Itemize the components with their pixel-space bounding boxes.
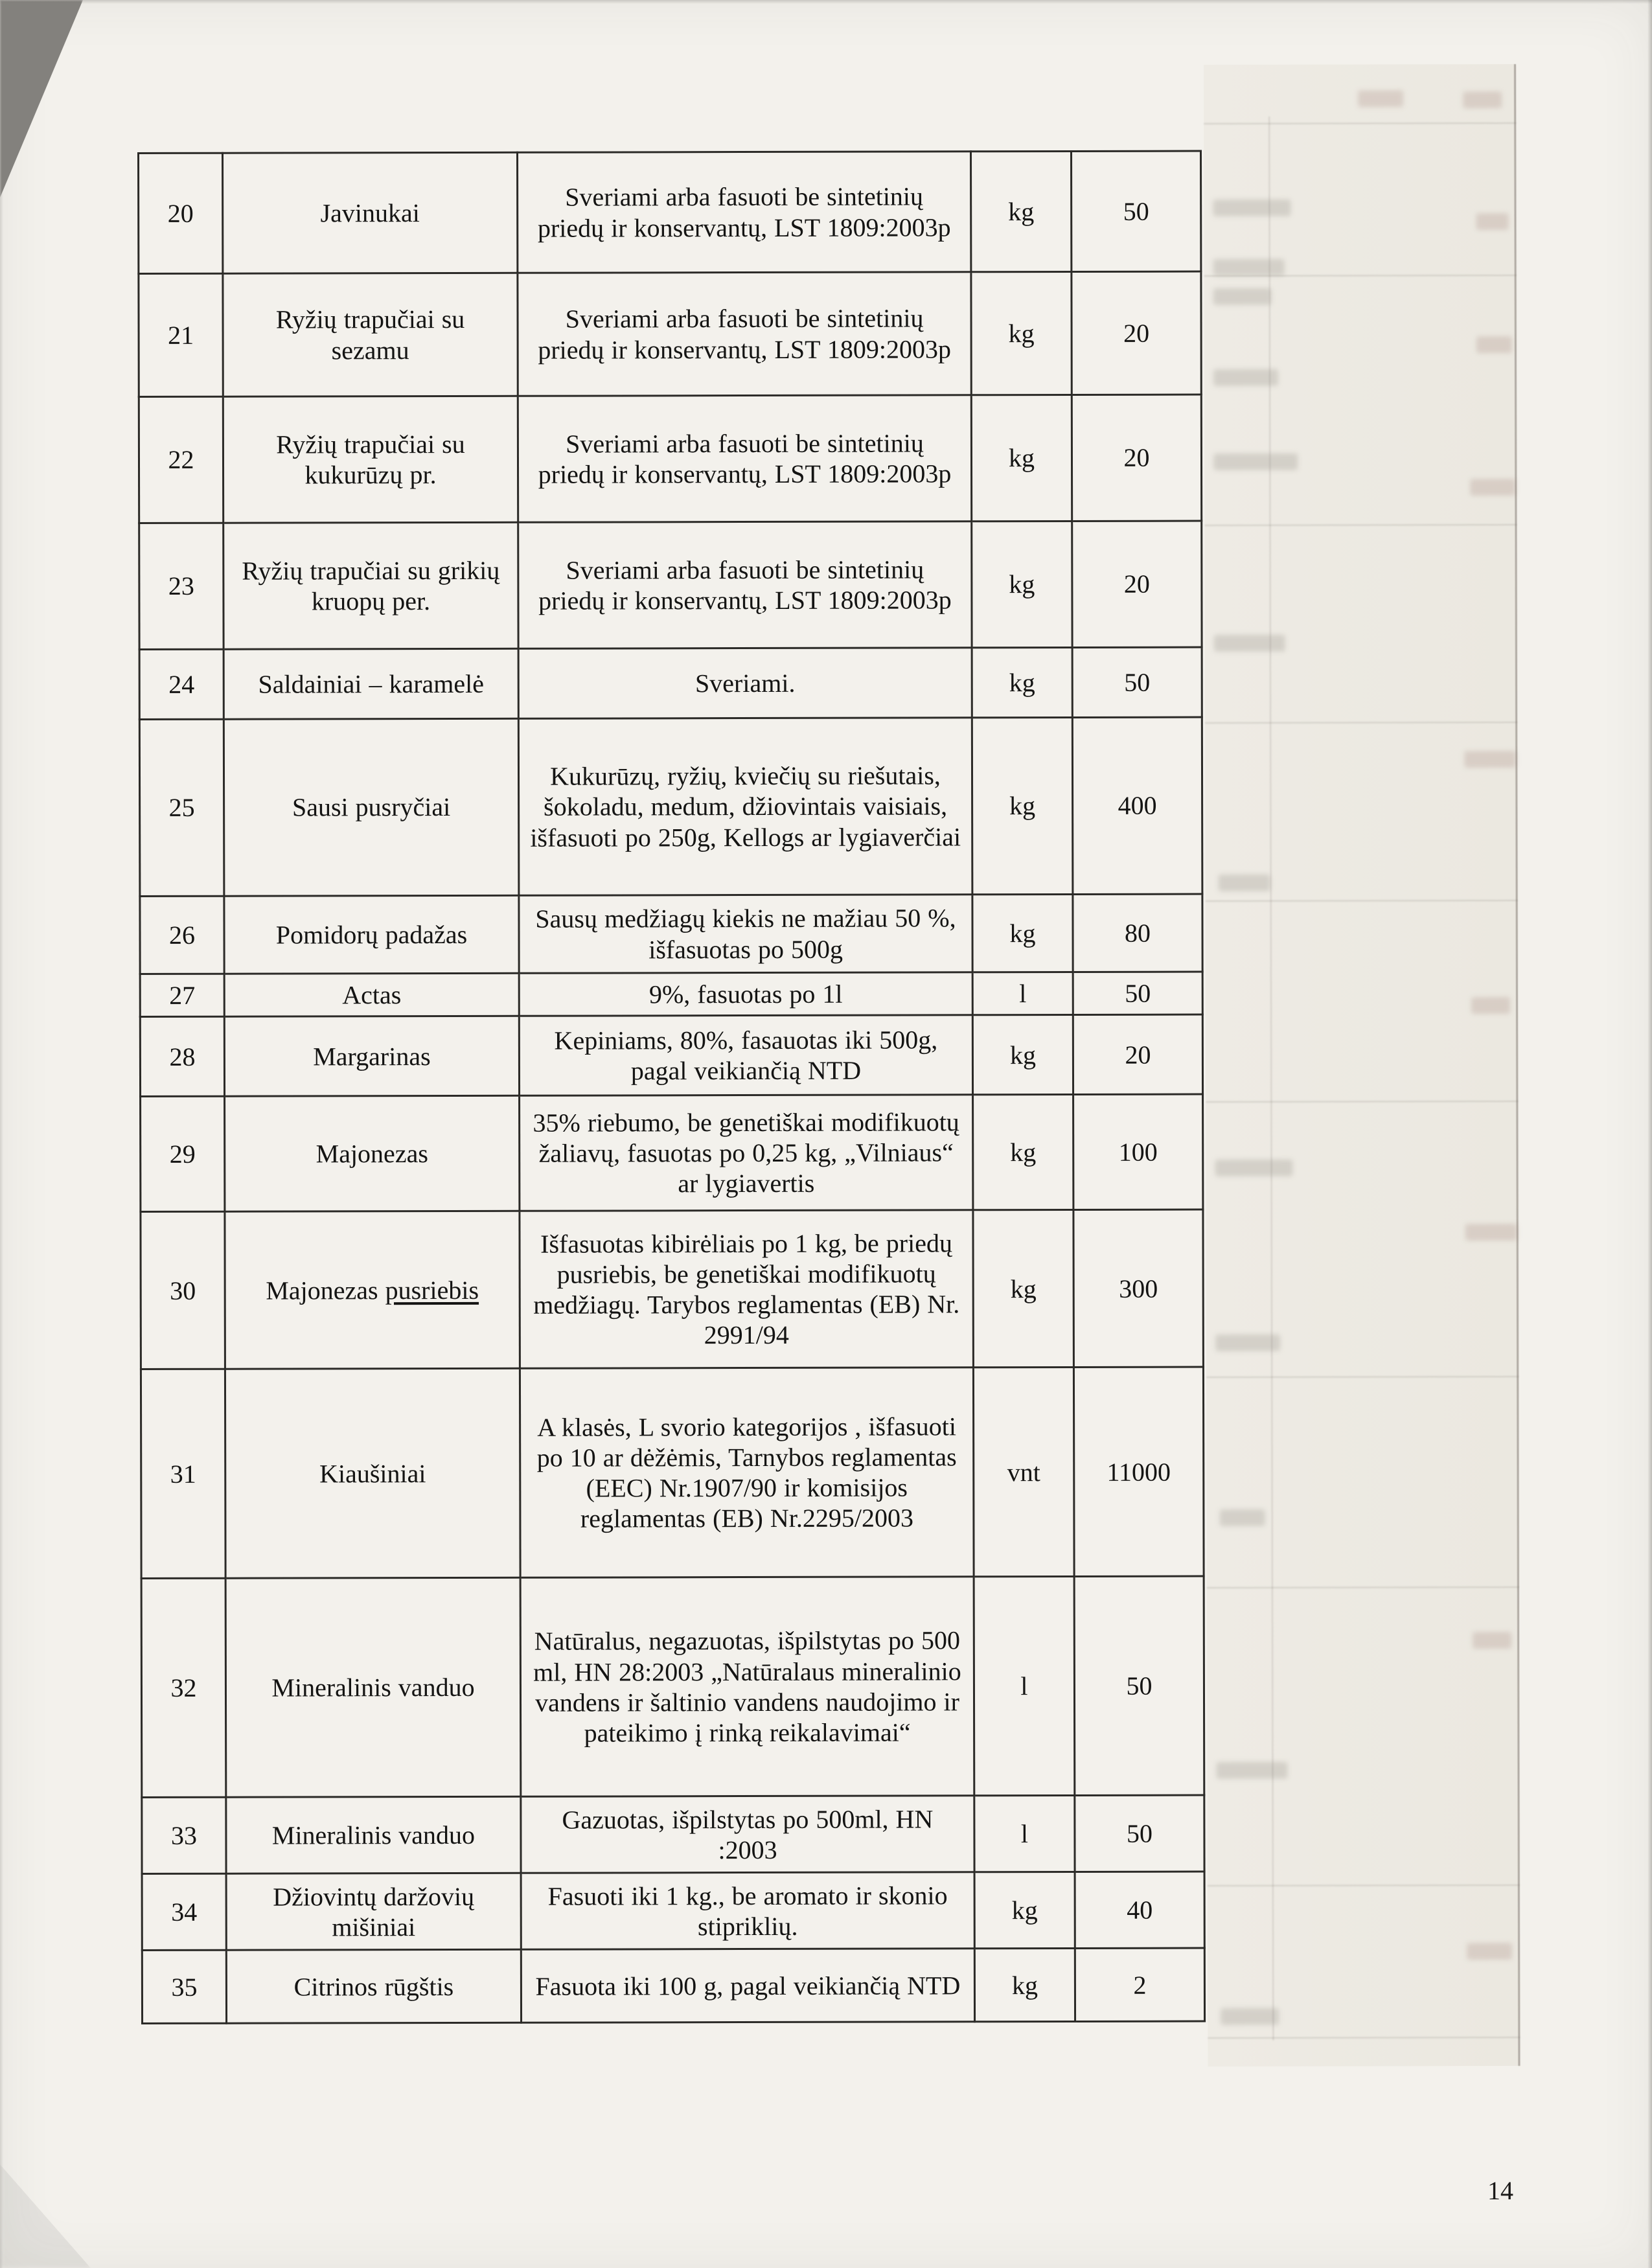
bleedthrough-row-line xyxy=(1206,900,1518,902)
unit: vnt xyxy=(973,1368,1074,1577)
table-row xyxy=(142,1795,1204,1873)
quantity: 80 xyxy=(1073,894,1202,972)
bleedthrough-smudge xyxy=(1214,635,1285,652)
table-row xyxy=(139,647,1202,719)
product-name: Ryžių trapučiai su sezamu xyxy=(223,273,518,396)
bleedthrough-smudge xyxy=(1216,1762,1287,1779)
product-name: Ryžių trapučiai su grikių kruopų per. xyxy=(224,522,518,649)
bleedthrough-smudge xyxy=(1215,1334,1280,1351)
product-description: Kepiniams, 80%, fasauotas iki 500g, pagal veikiančią NTD xyxy=(519,1015,972,1095)
row-number: 31 xyxy=(141,1369,225,1578)
bleedthrough-smudge xyxy=(1213,453,1298,470)
bleedthrough-smudge xyxy=(1213,369,1278,386)
row-number: 23 xyxy=(139,523,224,649)
bleedthrough-smudge xyxy=(1213,259,1285,276)
table-row xyxy=(139,717,1202,896)
product-name: Mineralinis vanduo xyxy=(226,1796,521,1873)
unit: kg xyxy=(974,1872,1075,1949)
quantity: 50 xyxy=(1074,1576,1204,1795)
product-description: Sveriami arba fasuoti be sintetinių priedų ir konservantų, LST 1809:2003p xyxy=(518,272,971,396)
bleedthrough-smudge xyxy=(1213,200,1291,216)
bleedthrough-smudge xyxy=(1465,1224,1517,1241)
bleedthrough-right-line xyxy=(1514,64,1520,2066)
row-number: 25 xyxy=(139,719,224,896)
bleedthrough-smudge xyxy=(1464,751,1516,768)
product-name: Majonezas pusriebis xyxy=(225,1211,520,1369)
bleedthrough-smudge xyxy=(1220,1509,1265,1526)
product-name: Ryžių trapučiai su kukurūzų pr. xyxy=(223,396,518,523)
table-row xyxy=(140,894,1202,974)
bleedthrough-smudge xyxy=(1213,288,1272,305)
bleedthrough-smudge xyxy=(1470,479,1515,496)
quantity: 20 xyxy=(1072,271,1201,395)
unit: kg xyxy=(972,1015,1073,1095)
bleedthrough-smudge xyxy=(1476,213,1508,230)
product-description: Sausų medžiagų kiekis ne mažiau 50 %, išfasuotas po 500g xyxy=(519,895,972,973)
row-number: 34 xyxy=(142,1873,226,1950)
product-description: Gazuotas, išpilstytas po 500ml, HN :2003 xyxy=(521,1796,974,1873)
product-description: Sveriami. xyxy=(518,648,972,718)
table-row xyxy=(139,151,1201,273)
row-number: 35 xyxy=(142,1950,226,2023)
product-description: Sveriami arba fasuoti be sintetinių priedų ir konservantų, LST 1809:2003p xyxy=(518,521,972,648)
product-description: A klasės, L svorio kategorijos , išfasuoti po 10 ar dėžėmis, Tarnybos reglamentas (EEC) Nr.1907/90 ir komisijos reglamentas (EB) Nr.2295/2003 xyxy=(520,1368,974,1577)
bleedthrough-smudge xyxy=(1215,1160,1293,1176)
row-number: 33 xyxy=(142,1797,226,1873)
unit: kg xyxy=(972,647,1072,717)
quantity: 2 xyxy=(1075,1948,1204,2021)
bleedthrough-smudge xyxy=(1219,875,1270,891)
product-name: Majonezas xyxy=(225,1095,520,1211)
product-name: Kiaušiniai xyxy=(225,1368,520,1578)
bleedthrough-inner-line xyxy=(1268,117,1274,2041)
product-table xyxy=(137,150,1206,2025)
bleedthrough-smudge xyxy=(1463,91,1502,108)
scan-corner-shadow xyxy=(0,0,83,198)
scan-edge-top xyxy=(0,0,1652,4)
table-row xyxy=(140,972,1202,1017)
quantity: 300 xyxy=(1073,1209,1204,1367)
table-row xyxy=(140,1014,1202,1096)
product-name: Sausi pusryčiai xyxy=(224,718,519,896)
product-name: Džiovintų daržovių mišiniai xyxy=(226,1873,521,1950)
unit: kg xyxy=(973,1095,1073,1210)
table-row xyxy=(141,1094,1203,1211)
product-name: Saldainiai – karamelė xyxy=(224,648,518,719)
table-row xyxy=(141,1367,1204,1578)
quantity: 11000 xyxy=(1073,1367,1204,1576)
adjacent-page-bleedthrough xyxy=(1204,64,1520,2067)
quantity: 50 xyxy=(1073,972,1202,1015)
unit: l xyxy=(972,972,1073,1015)
unit: kg xyxy=(972,894,1073,972)
table-row xyxy=(141,1209,1204,1369)
quantity: 20 xyxy=(1073,1014,1202,1094)
bleedthrough-row-line xyxy=(1204,122,1516,124)
unit: kg xyxy=(973,1210,1074,1368)
row-number: 24 xyxy=(139,649,224,719)
bleedthrough-row-line xyxy=(1207,1586,1519,1588)
product-name: Javinukai xyxy=(223,152,518,273)
bleedthrough-smudge xyxy=(1358,90,1403,107)
row-number: 29 xyxy=(141,1096,225,1211)
quantity: 400 xyxy=(1072,717,1202,894)
unit: l xyxy=(974,1577,1075,1796)
bleedthrough-row-line xyxy=(1205,722,1517,724)
bleedthrough-smudge xyxy=(1476,336,1512,353)
product-description: Sveriami arba fasuoti be sintetinių priedų ir konservantų, LST 1809:2003p xyxy=(518,395,971,522)
unit: kg xyxy=(971,151,1072,271)
scan-edge-right xyxy=(1647,0,1652,2268)
row-number: 30 xyxy=(141,1211,225,1369)
bleedthrough-smudge xyxy=(1467,1943,1512,1960)
table-row xyxy=(142,1948,1204,2023)
bleedthrough-smudge xyxy=(1471,997,1510,1014)
product-name: Pomidorų padažas xyxy=(224,895,519,974)
unit: kg xyxy=(972,521,1072,647)
quantity: 40 xyxy=(1075,1872,1204,1948)
quantity: 50 xyxy=(1072,647,1202,717)
product-description: Kukurūzų, ryžių, kviečių su riešutais, šokoladu, medum, džiovintais vaisiais, išfasuoti po 250g, Kellogs ar lygiaverčiai xyxy=(518,718,972,895)
product-description: 35% riebumo, be genetiškai modifikuotų žaliavų, fasuotas po 0,25 kg, „Vilniaus“ ar lygiavertis xyxy=(520,1095,973,1211)
product-name: Actas xyxy=(224,973,519,1016)
table-row xyxy=(139,271,1201,396)
bleedthrough-row-line xyxy=(1206,1376,1519,1378)
unit: kg xyxy=(971,395,1072,521)
product-name: Mineralinis vanduo xyxy=(225,1577,521,1797)
quantity: 50 xyxy=(1075,1795,1204,1872)
quantity: 20 xyxy=(1072,395,1201,521)
unit: kg xyxy=(972,717,1073,894)
bleedthrough-row-line xyxy=(1208,2037,1520,2039)
product-table-body xyxy=(139,151,1205,2024)
bleedthrough-row-line xyxy=(1204,524,1517,526)
bleedthrough-row-line xyxy=(1208,1884,1520,1886)
unit: l xyxy=(974,1796,1075,1872)
bleedthrough-row-line xyxy=(1206,1101,1518,1103)
row-number: 32 xyxy=(141,1578,226,1797)
underlined-word: pusriebis xyxy=(385,1275,479,1305)
table-row xyxy=(139,521,1202,649)
row-number: 27 xyxy=(140,974,224,1016)
row-number: 28 xyxy=(140,1016,224,1096)
page-number: 14 xyxy=(1487,2176,1513,2205)
scan-edge-left xyxy=(0,0,3,2268)
table-row xyxy=(141,1576,1204,1797)
bleedthrough-smudge xyxy=(1221,2008,1279,2025)
quantity: 50 xyxy=(1072,151,1201,271)
bleedthrough-smudge xyxy=(1473,1632,1511,1649)
scan-corner-bottom-left xyxy=(0,2164,91,2268)
unit: kg xyxy=(971,271,1072,395)
unit: kg xyxy=(974,1949,1075,2022)
table-area xyxy=(137,150,1206,2025)
product-name: Citrinos rūgštis xyxy=(226,1949,521,2023)
product-description: Fasuoti iki 1 kg., be aromato ir skonio stipriklių. xyxy=(521,1872,974,1949)
product-description: Išfasuotas kibirėliais po 1 kg, be priedų pusriebis, be genetiškai modifikuotų medžiagų. Tarybos reglamentas (EB) Nr. 2991/94 xyxy=(520,1210,974,1368)
row-number: 21 xyxy=(139,273,223,396)
row-number: 20 xyxy=(139,153,223,273)
row-number: 22 xyxy=(139,396,223,523)
table-row xyxy=(142,1872,1204,1950)
quantity: 100 xyxy=(1073,1094,1203,1209)
table-row xyxy=(139,395,1201,523)
product-description: Sveriami arba fasuoti be sintetinių priedų ir konservantų, LST 1809:2003p xyxy=(518,152,971,273)
product-description: Natūralus, negazuotas, išpilstytas po 500 ml, HN 28:2003 „Natūralaus mineralinio vandens ir šaltinio vandens naudojimo ir pateikimo į rinką reikalavimai“ xyxy=(520,1577,974,1796)
quantity: 20 xyxy=(1072,521,1202,647)
row-number: 26 xyxy=(140,896,224,974)
product-description: Fasuota iki 100 g, pagal veikiančią NTD xyxy=(521,1949,974,2022)
product-description: 9%, fasuotas po 1l xyxy=(519,972,972,1016)
product-name: Margarinas xyxy=(224,1016,519,1096)
